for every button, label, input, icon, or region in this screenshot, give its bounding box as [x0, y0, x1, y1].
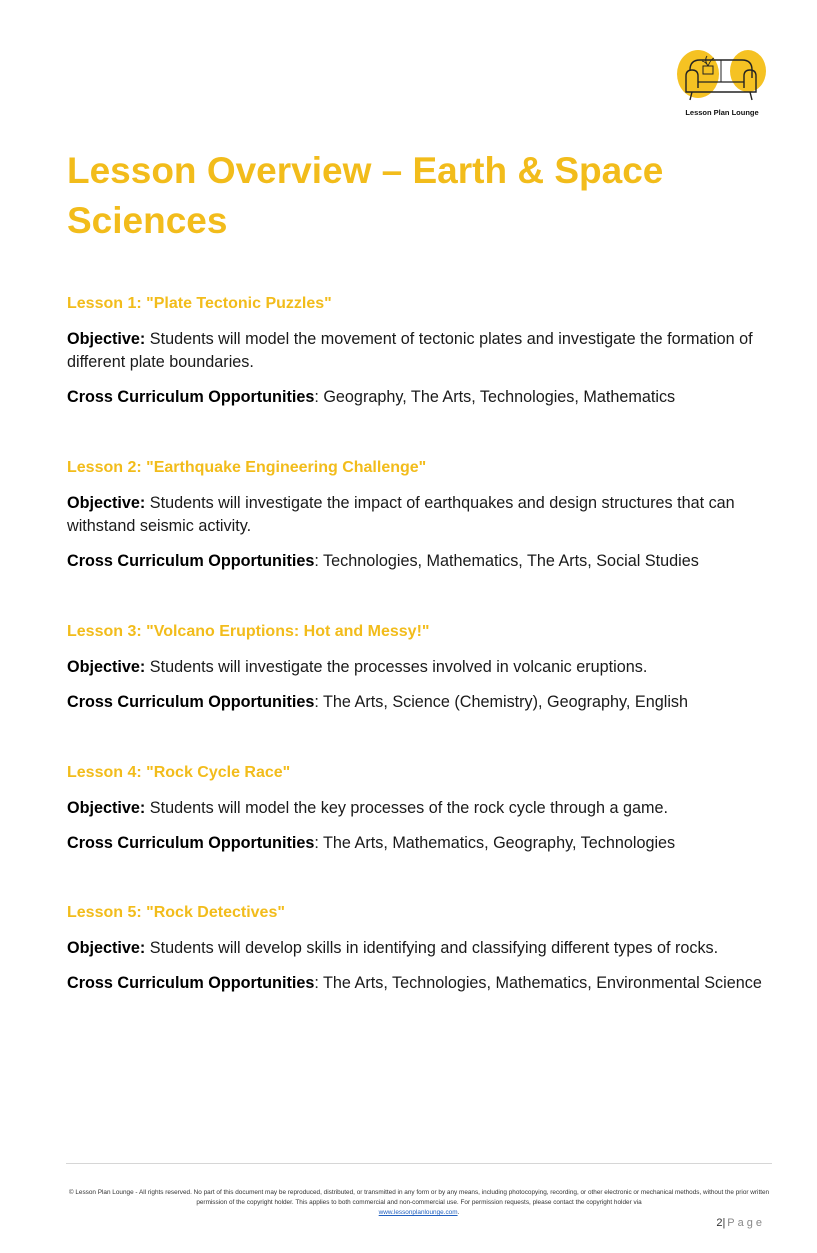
objective-text: Students will model the movement of tectonic plates and investigate the formation of different plate boundaries.: [67, 330, 753, 371]
cross-curriculum-text: : The Arts, Technologies, Mathematics, Environmental Science: [314, 974, 762, 992]
cross-curriculum-text: : Geography, The Arts, Technologies, Mathematics: [314, 388, 676, 406]
cross-curriculum-label: Cross Curriculum Opportunities: [67, 693, 315, 711]
lesson-heading: Lesson 2: "Earthquake Engineering Challenge": [67, 459, 427, 476]
link-suffix: .: [457, 1209, 460, 1216]
lesson-3: [67, 622, 767, 714]
lesson-5: [67, 903, 767, 995]
lesson-cross-curriculum: [67, 972, 767, 995]
cross-curriculum-text: : The Arts, Science (Chemistry), Geography, English: [314, 693, 689, 711]
page-title: Lesson Overview – Earth & Space Sciences: [67, 150, 664, 241]
cross-curriculum-label: Cross Curriculum Opportunities: [67, 388, 315, 406]
couch-with-plant-icon: [676, 46, 768, 108]
lesson-4: [67, 763, 767, 855]
cross-curriculum-text: : The Arts, Mathematics, Geography, Technologies: [314, 834, 676, 852]
objective-label: Objective:: [67, 330, 146, 348]
lesson-cross-curriculum: [67, 691, 767, 714]
lesson-heading: Lesson 3: "Volcano Eruptions: Hot and Messy!": [67, 623, 430, 640]
objective-label: Objective:: [67, 494, 146, 512]
logo-text: Lesson Plan Lounge: [685, 108, 759, 117]
copyright-text: © Lesson Plan Lounge - All rights reserved. No part of this document may be reproduced, distributed, or transmitted in any form or by any means, including photocopying, recording, or other electronic or mechanical methods, without the prior written permission of the copyright holder. This applies to both commercial and non-commercial use. For permission requests, please contact the copyright holder via: [68, 1189, 770, 1206]
objective-text: Students will investigate the impact of earthquakes and design structures that can withstand seismic activity.: [67, 494, 735, 535]
website-link[interactable]: www.lessonplanlounge.com: [378, 1209, 458, 1216]
objective-text: Students will model the key processes of the rock cycle through a game.: [145, 799, 669, 817]
lesson-heading: Lesson 4: "Rock Cycle Race": [67, 764, 291, 781]
objective-text: Students will develop skills in identifying and classifying different types of rocks.: [145, 939, 719, 957]
brand-logo: [676, 46, 768, 120]
cross-curriculum-label: Cross Curriculum Opportunities: [67, 552, 315, 570]
lesson-heading: Lesson 1: "Plate Tectonic Puzzles": [67, 295, 332, 312]
cross-curriculum-label: Cross Curriculum Opportunities: [67, 974, 315, 992]
lesson-1: [67, 294, 767, 409]
objective-text: Students will investigate the processes involved in volcanic eruptions.: [145, 658, 648, 676]
lesson-2: [67, 458, 767, 573]
lesson-objective: [67, 797, 767, 820]
page-number: [716, 1217, 765, 1229]
cross-curriculum-label: Cross Curriculum Opportunities: [67, 834, 315, 852]
lesson-cross-curriculum: [67, 832, 767, 855]
cross-curriculum-text: : Technologies, Mathematics, The Arts, Social Studies: [314, 552, 699, 570]
page-separator: |: [722, 1217, 726, 1229]
lesson-heading: Lesson 5: "Rock Detectives": [67, 904, 285, 921]
objective-label: Objective:: [67, 939, 146, 957]
lesson-cross-curriculum: [67, 550, 767, 573]
lesson-objective: [67, 492, 767, 538]
lesson-objective: [67, 937, 767, 960]
page-label: Page: [727, 1217, 765, 1229]
copyright-notice: [66, 1188, 772, 1218]
objective-label: Objective:: [67, 799, 146, 817]
footer-divider: [66, 1163, 772, 1164]
lesson-cross-curriculum: [67, 386, 767, 409]
objective-label: Objective:: [67, 658, 146, 676]
lesson-objective: [67, 656, 767, 679]
lesson-objective: [67, 328, 767, 374]
page-number-value: 2: [716, 1217, 723, 1229]
